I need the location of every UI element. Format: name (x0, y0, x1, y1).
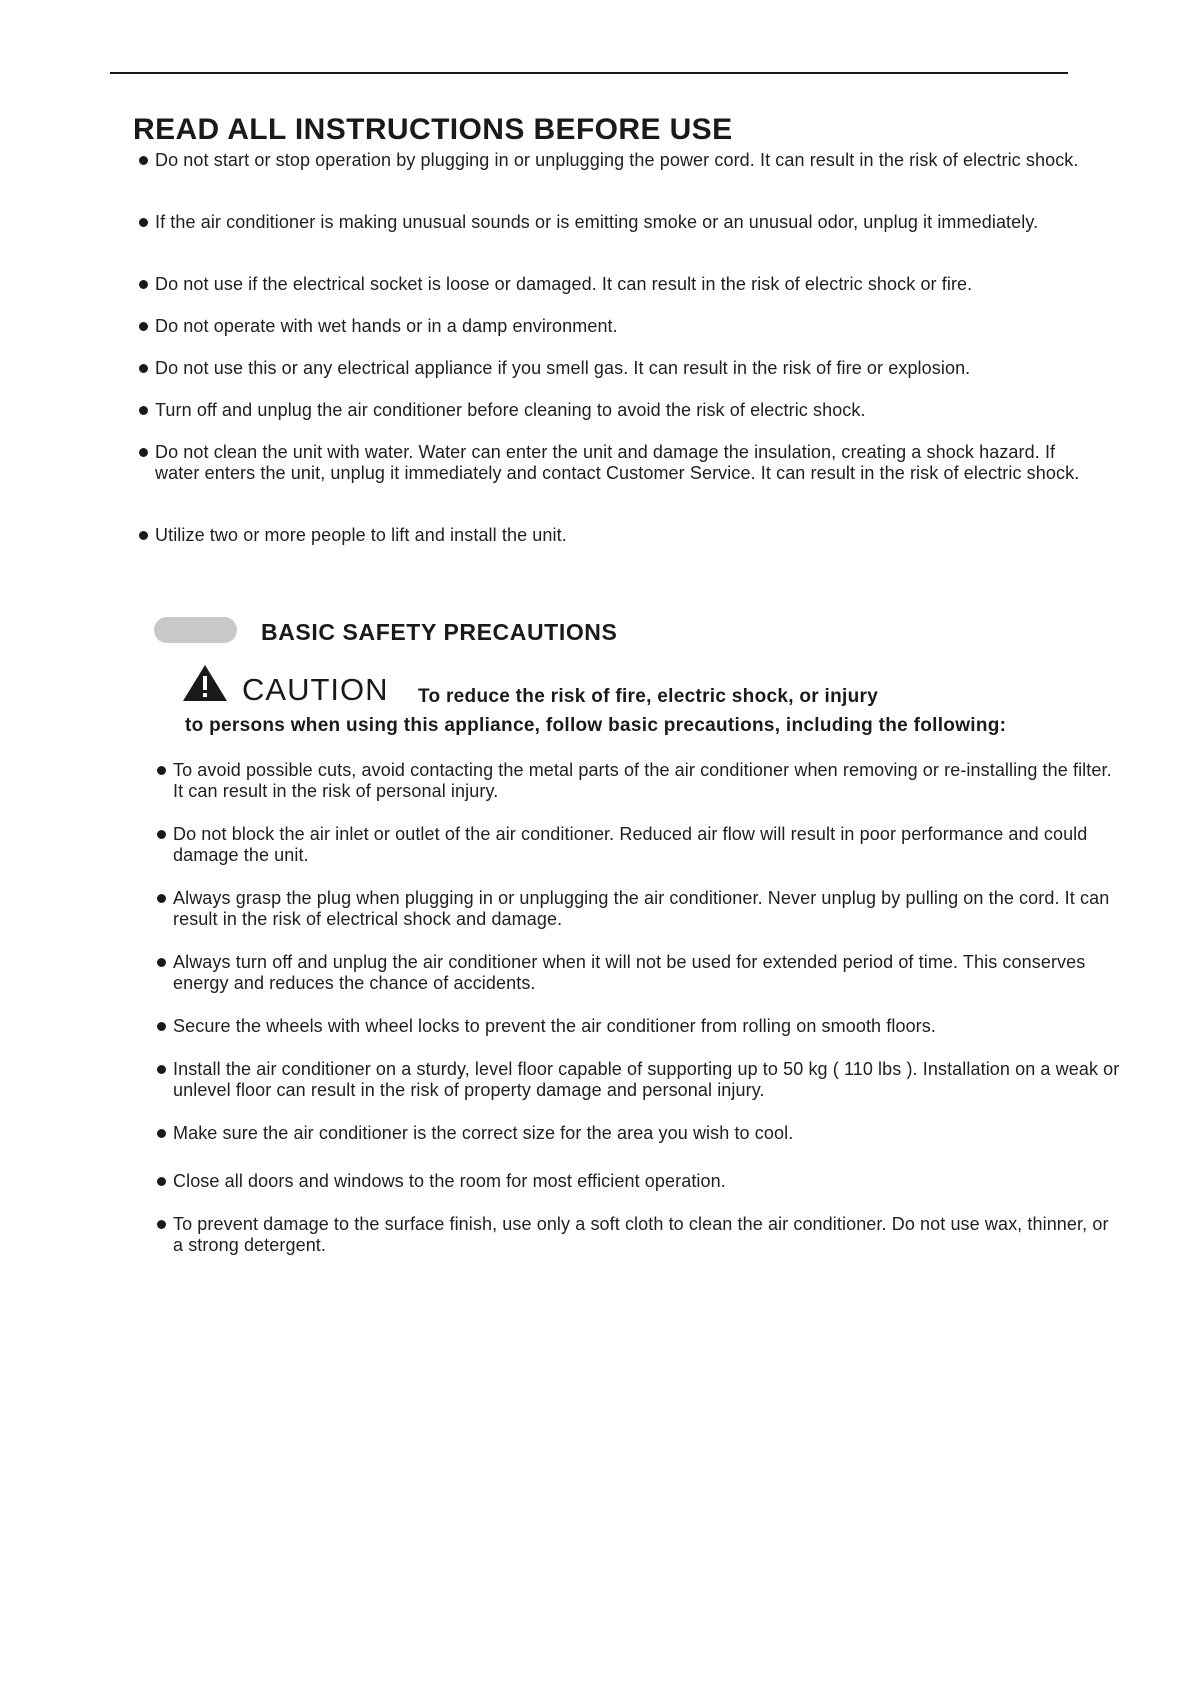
bullet-icon (139, 406, 148, 415)
list-item-text: Do not operate with wet hands or in a damp environment. (155, 316, 618, 336)
caution-label: CAUTION (242, 672, 389, 707)
bullet-icon (157, 766, 166, 775)
list-item (155, 316, 1085, 337)
bullet-icon (157, 1129, 166, 1138)
list-item-text: To prevent damage to the surface finish, use only a soft cloth to clean the air conditioner. Do not use wax, thinner, or a strong detergent. (173, 1214, 1109, 1255)
list-item-text: Turn off and unplug the air conditioner before cleaning to avoid the risk of electric shock. (155, 400, 866, 420)
list-item (173, 760, 1123, 802)
bullet-icon (157, 958, 166, 967)
caution-lead-text: To reduce the risk of fire, electric shock, or injury (418, 686, 879, 707)
list-item-text: Do not start or stop operation by plugging in or unplugging the power cord. It can result in the risk of electric shock. (155, 150, 1079, 170)
list-item-text: Make sure the air conditioner is the correct size for the area you wish to cool. (173, 1123, 794, 1143)
list-item (155, 525, 1085, 546)
top-divider (110, 72, 1068, 74)
caution-continuation-text: to persons when using this appliance, follow basic precautions, including the following: (185, 715, 1007, 736)
bullet-icon (139, 448, 148, 457)
list-item (173, 952, 1123, 994)
page-title: READ ALL INSTRUCTIONS BEFORE USE (133, 113, 733, 146)
bullet-icon (157, 1022, 166, 1031)
bullet-icon (157, 1177, 166, 1186)
list-item (173, 888, 1123, 930)
list-item-text: Utilize two or more people to lift and install the unit. (155, 525, 567, 545)
list-item (173, 1123, 1123, 1144)
list-item-text: Secure the wheels with wheel locks to prevent the air conditioner from rolling on smooth floors. (173, 1016, 936, 1036)
list-item (155, 150, 1085, 171)
list-item-text: Close all doors and windows to the room for most efficient operation. (173, 1171, 726, 1191)
bullet-icon (157, 894, 166, 903)
bullet-icon (139, 322, 148, 331)
bullet-icon (157, 1065, 166, 1074)
list-item (155, 274, 1085, 295)
list-item-text: To avoid possible cuts, avoid contacting the metal parts of the air conditioner when removing or re-installing the filter. It can result in the risk of personal injury. (173, 760, 1112, 801)
list-item (155, 358, 1085, 379)
bullet-icon (139, 280, 148, 289)
list-item (155, 400, 1085, 421)
bullet-icon (139, 364, 148, 373)
list-item-text: Do not use this or any electrical appliance if you smell gas. It can result in the risk of fire or explosion. (155, 358, 971, 378)
list-item (173, 1171, 1123, 1192)
section-marker (154, 617, 237, 643)
list-item (173, 1016, 1123, 1037)
list-item-text: Do not use if the electrical socket is loose or damaged. It can result in the risk of electric shock or fire. (155, 274, 973, 294)
bullet-icon (157, 830, 166, 839)
bullet-icon (139, 531, 148, 540)
list-item (173, 1214, 1123, 1256)
list-item-text: Do not clean the unit with water. Water can enter the unit and damage the insulation, creating a shock hazard. If water enters the unit, unplug it immediately and contact Customer Service. It can result in the risk of electric shock. (155, 442, 1080, 483)
list-item (155, 442, 1085, 484)
section-title: BASIC SAFETY PRECAUTIONS (261, 619, 618, 645)
bullet-icon (157, 1220, 166, 1229)
list-item-text: Always turn off and unplug the air conditioner when it will not be used for extended period of time. This conserves energy and reduces the chance of accidents. (173, 952, 1086, 993)
list-item (173, 1059, 1123, 1101)
list-item (173, 824, 1123, 866)
list-item (155, 212, 1085, 233)
list-item-text: Do not block the air inlet or outlet of the air conditioner. Reduced air flow will result in poor performance and could damage the unit. (173, 824, 1088, 865)
list-item-text: If the air conditioner is making unusual sounds or is emitting smoke or an unusual odor, unplug it immediately. (155, 212, 1039, 232)
bullet-icon (139, 218, 148, 227)
list-item-text: Always grasp the plug when plugging in or unplugging the air conditioner. Never unplug by pulling on the cord. It can result in the risk of electrical shock and damage. (173, 888, 1110, 929)
warning-triangle-icon (182, 664, 228, 702)
bullet-icon (139, 156, 148, 165)
list-item-text: Install the air conditioner on a sturdy, level floor capable of supporting up to 50 kg ( 110 lbs ). Installation on a weak or unlevel floor can result in the risk of property damage and personal injury. (173, 1059, 1120, 1100)
